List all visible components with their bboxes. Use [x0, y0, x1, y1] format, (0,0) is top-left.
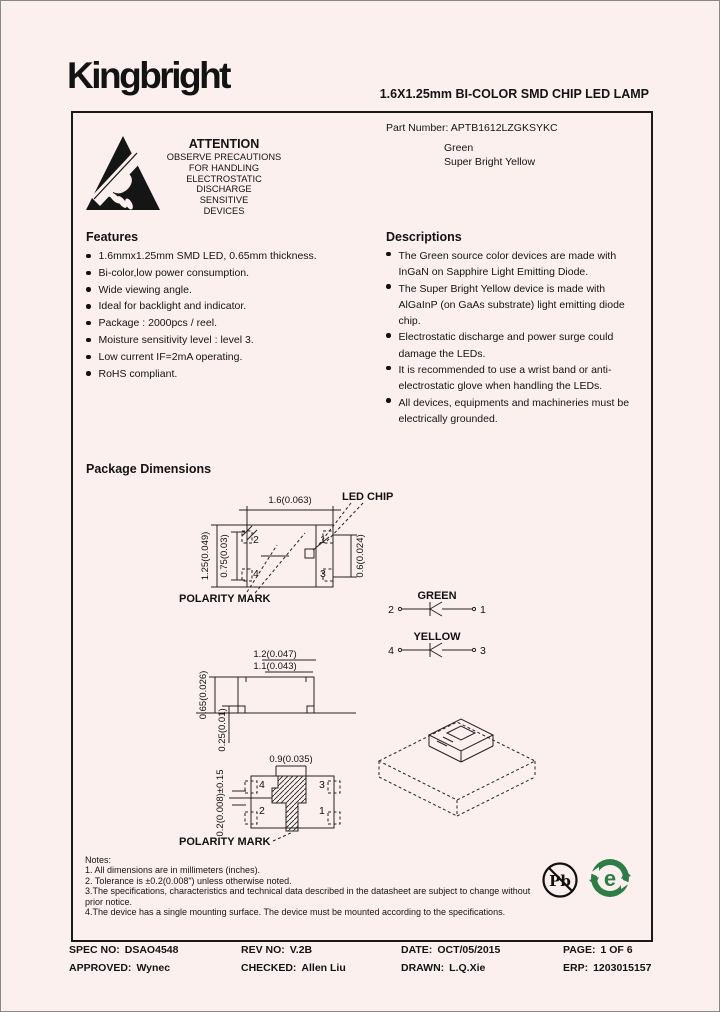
- attention-title: ATTENTION: [188, 137, 260, 151]
- footer-value: 1 OF 6: [600, 944, 633, 956]
- yellow-pin-right: 3: [480, 645, 486, 657]
- footer-label: ERP:: [563, 962, 589, 974]
- bullet-icon: [86, 271, 91, 276]
- pin-3-label: 3: [320, 568, 326, 580]
- footer-approved: [69, 960, 241, 977]
- description-text: Electrostatic discharge and power surge could damage the LEDs.: [398, 331, 614, 360]
- feature-item: [86, 368, 366, 380]
- bullet-icon: [386, 333, 391, 338]
- feature-text: Ideal for backlight and indicator.: [98, 300, 247, 313]
- bottom-view-diagram: [179, 754, 340, 848]
- attention-line: SENSITIVE: [199, 195, 249, 206]
- note-item: 2. Tolerance is ±0.2(0.008") unless otherwise noted.: [85, 875, 292, 886]
- side-outer-width-dim: 1.2(0.047): [253, 649, 297, 660]
- bullet-icon: [386, 252, 391, 257]
- description-item: [386, 248, 644, 281]
- footer-label: APPROVED:: [69, 962, 132, 974]
- footer-value: V.2B: [289, 944, 313, 956]
- features-heading: Features: [86, 230, 139, 244]
- polarity-mark-hatch: [272, 776, 306, 831]
- bottom-pin-1: 1: [319, 805, 325, 817]
- top-view-pad-dim: 0.6(0.024): [355, 534, 366, 578]
- emitting-colors: [444, 142, 535, 169]
- description-item: [386, 395, 644, 428]
- descriptions-heading: Descriptions: [386, 230, 462, 244]
- bullet-icon: [86, 338, 91, 343]
- footer-rev-no: [241, 942, 401, 959]
- circuit-diagram: [388, 590, 486, 657]
- description-item: [386, 329, 644, 362]
- feature-text: Low current IF=2mA operating.: [98, 350, 243, 363]
- yellow-pin-left: 4: [388, 645, 394, 657]
- footer-label: DATE:: [401, 944, 433, 956]
- footer-drawn: [401, 960, 563, 977]
- attention-line: FOR HANDLING: [188, 162, 260, 173]
- bottom-polarity-mark-label: POLARITY MARK: [179, 836, 271, 848]
- footer-label: CHECKED:: [241, 962, 297, 974]
- footer-erp: [563, 960, 653, 977]
- footer-value: Wynec: [136, 962, 171, 974]
- footer-spec-no: [69, 942, 241, 959]
- feature-item: [86, 317, 366, 329]
- yellow-circuit-label: YELLOW: [413, 631, 461, 643]
- footer: [69, 942, 653, 977]
- descriptions-list: [386, 248, 644, 427]
- description-item: [386, 362, 644, 395]
- bullet-icon: [86, 371, 91, 376]
- top-view-diagram: [179, 491, 393, 605]
- description-text: The Green source color devices are made with InGaN on Sapphire Light Emitting Diode.: [398, 250, 617, 279]
- green-pin-right: 1: [480, 604, 486, 616]
- footer-value: OCT/05/2015: [437, 944, 501, 956]
- footer-label: SPEC NO:: [69, 944, 120, 956]
- footer-label: REV NO:: [241, 944, 285, 956]
- package-dimensions-drawing: [79, 485, 646, 857]
- green-circuit-label: GREEN: [417, 590, 457, 602]
- pb-free-icon: [541, 861, 579, 899]
- feature-text: Package : 2000pcs / reel.: [98, 317, 217, 330]
- footer-value: Allen Liu: [301, 962, 346, 974]
- led-chip-label: LED CHIP: [342, 491, 394, 503]
- pb-text: Pb: [549, 872, 571, 890]
- green-pin-left: 2: [388, 604, 394, 616]
- features-list: [86, 250, 366, 384]
- e-mark-icon: [589, 857, 631, 899]
- side-pad-height-dim: 0.25(0.01): [217, 708, 228, 752]
- footer-label: PAGE:: [563, 944, 596, 956]
- notes-block: [85, 855, 537, 917]
- page-title: 1.6X1.25mm BI-COLOR SMD CHIP LED LAMP: [379, 87, 649, 101]
- bullet-icon: [86, 321, 91, 326]
- part-number: Part Number: APTB1612LZGKSYKC: [386, 122, 558, 134]
- top-view-inner-height-dim: 0.75(0.03): [219, 534, 230, 578]
- note-item: 1. All dimensions are in millimeters (inches).: [85, 865, 261, 876]
- feature-item: [86, 267, 366, 279]
- description-text: It is recommended to use a wrist band or anti-electrostatic glove when handling the LEDs.: [398, 364, 612, 393]
- polarity-mark-label: POLARITY MARK: [179, 593, 271, 605]
- bottom-pad-offset-dim: 0.2(0.008)±0.15: [215, 769, 226, 837]
- bottom-pad-width-dim: 0.9(0.035): [269, 754, 313, 765]
- note-item: 4.The device has a single mounting surface. The device must be mounted according to the specifications.: [85, 907, 506, 918]
- top-view-width-dim: 1.6(0.063): [268, 495, 312, 506]
- feature-item: [86, 334, 366, 346]
- perspective-view-diagram: [379, 719, 535, 816]
- description-item: [386, 281, 644, 330]
- top-view-height-dim: 1.25(0.049): [200, 531, 211, 581]
- feature-text: Moisture sensitivity level : level 3.: [98, 333, 254, 346]
- bullet-icon: [86, 304, 91, 309]
- pin-4-label: 4: [253, 568, 259, 580]
- footer-page: [563, 942, 653, 959]
- footer-value: L.Q.Xie: [449, 962, 486, 974]
- footer-checked: [241, 960, 401, 977]
- bullet-icon: [86, 287, 91, 292]
- bullet-icon: [86, 254, 91, 259]
- footer-label: DRAWN:: [401, 962, 445, 974]
- package-dimensions-heading: Package Dimensions: [86, 462, 212, 476]
- bottom-pin-3: 3: [319, 779, 325, 791]
- side-view-diagram: [196, 649, 356, 752]
- attention-block: [147, 137, 301, 217]
- kingbright-logo: Kingbright: [67, 55, 230, 96]
- feature-text: Bi-color,low power consumption.: [98, 266, 250, 279]
- footer-value: DSAO4548: [124, 944, 179, 956]
- attention-line: DEVICES: [203, 205, 245, 216]
- feature-item: [86, 351, 366, 363]
- color-green: Green: [444, 142, 474, 154]
- footer-value: 1203015157: [593, 962, 652, 974]
- bullet-icon: [386, 284, 391, 289]
- feature-text: 1.6mmx1.25mm SMD LED, 0.65mm thickness.: [98, 250, 317, 262]
- pin-1-label: 1: [320, 534, 326, 546]
- description-text: The Super Bright Yellow device is made with AlGaInP (on GaAs substrate) light emitting diode chip.: [398, 282, 625, 328]
- bullet-icon: [386, 366, 391, 371]
- attention-line: OBSERVE PRECAUTIONS: [166, 152, 282, 162]
- bullet-icon: [86, 355, 91, 360]
- attention-line: DISCHARGE: [196, 184, 252, 195]
- note-item: 3.The specifications, characteristics and technical data described in the datasheet are subject to change without prior notice.: [85, 886, 531, 907]
- pin-2-label: 2: [253, 534, 259, 546]
- bullet-icon: [386, 398, 391, 403]
- notes-heading: Notes:: [85, 855, 112, 865]
- side-inner-width-dim: 1.1(0.043): [253, 661, 297, 672]
- feature-item: [86, 284, 366, 296]
- feature-item: [86, 250, 366, 262]
- attention-line: ELECTROSTATIC: [186, 173, 262, 184]
- bottom-pin-4: 4: [259, 779, 265, 791]
- feature-item: [86, 300, 366, 312]
- color-yellow: Super Bright Yellow: [444, 155, 536, 168]
- side-height-dim: 0.65(0.026): [198, 670, 209, 720]
- e-text: e: [603, 866, 617, 891]
- feature-text: Wide viewing angle.: [98, 283, 192, 296]
- bottom-pin-2: 2: [259, 805, 265, 817]
- footer-date: [401, 942, 563, 959]
- description-text: All devices, equipments and machineries must be electrically grounded.: [398, 396, 630, 425]
- feature-text: RoHS compliant.: [98, 367, 178, 380]
